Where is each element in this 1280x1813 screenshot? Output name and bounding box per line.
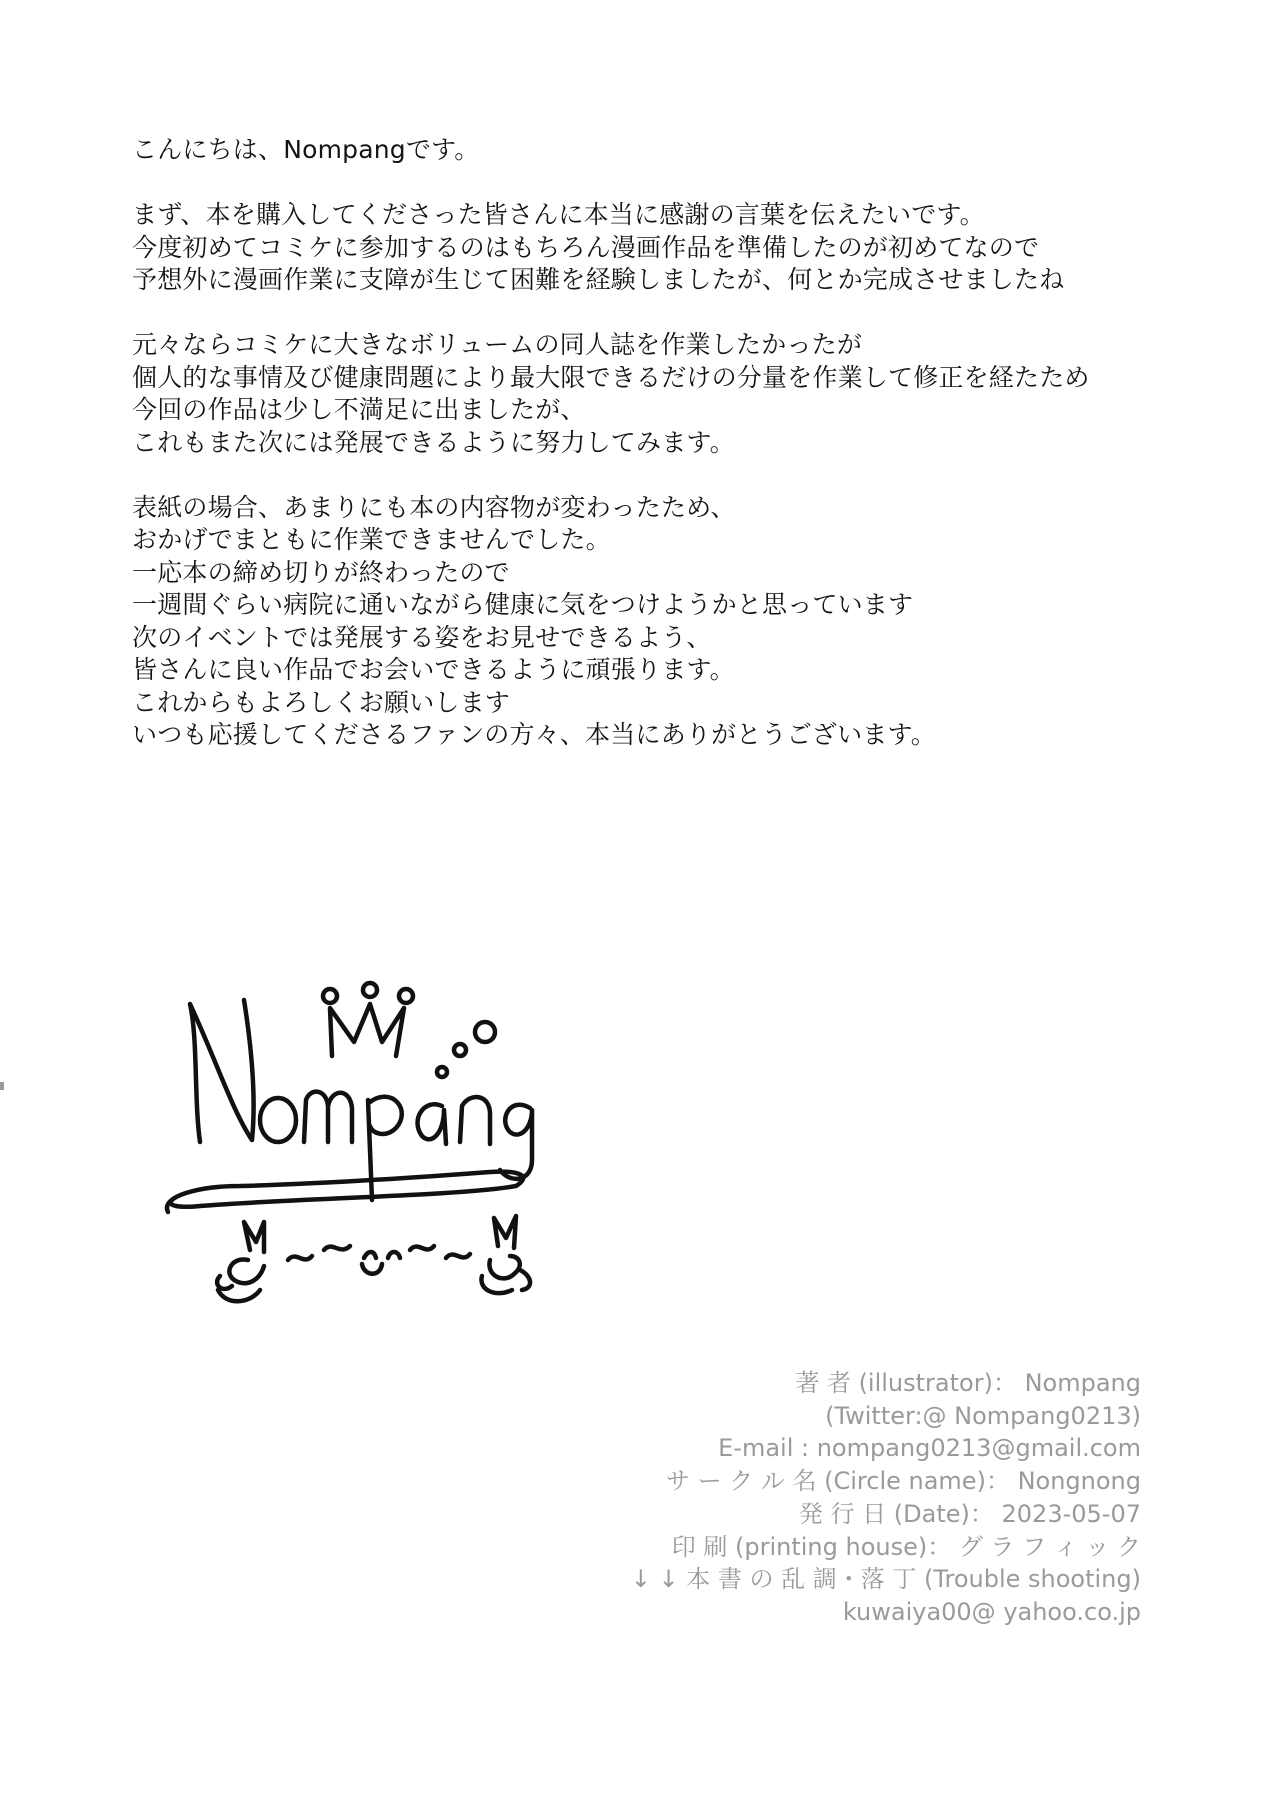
letter-line: 皆さんに良い作品でお会いできるように頑張ります。	[132, 655, 735, 684]
crown-icon	[323, 983, 413, 1056]
signature-icon	[160, 960, 580, 1320]
colophon-twitter: (Twitter:@ Nompang0213)	[825, 1401, 1141, 1430]
bubble-dots-icon	[437, 1022, 495, 1077]
bunny-right-icon	[481, 1216, 530, 1293]
letter-paragraph-thanks	[132, 199, 1212, 297]
doodle-face-icon	[288, 1246, 470, 1274]
signature-letter-o	[260, 1098, 296, 1142]
letter-line: 一応本の締め切りが終わったので	[132, 557, 510, 587]
letter-line: こんにちは、Nompangです。	[132, 135, 480, 164]
letter-line: おかげでまともに作業できませんでした。	[132, 525, 611, 554]
signature-letter-a	[418, 1104, 446, 1144]
letter-line: 予想外に漫画作業に支障が生じて困難を経験しましたが、何とか完成させましたね	[132, 265, 1065, 294]
colophon-block	[441, 1367, 1141, 1629]
letter-line: 個人的な事情及び健康問題により最大限できるだけの分量を作業して修正を経たため	[132, 362, 1090, 392]
letter-line: 次のイベントでは発展する姿をお見せできるよう、	[132, 622, 712, 652]
letter-line: 一週間ぐらい病院に通いながら健康に気をつけようかと思っています	[132, 590, 914, 619]
colophon-email: E-mail : nompang0213@gmail.com	[718, 1434, 1141, 1463]
letter-line: これもまた次には発展できるように努力してみます。	[132, 427, 735, 457]
colophon-trouble: ↓ ↓ 本 書 の 乱 調・落 丁 (Trouble shooting)	[630, 1565, 1141, 1594]
afterword-letter	[132, 134, 1212, 784]
colophon-contact: kuwaiya00@ yahoo.co.jp	[842, 1597, 1141, 1626]
letter-line: まず、本を購入してくださった皆さんに本当に感謝の言葉を伝えたいです。	[132, 200, 985, 229]
colophon-circle: サ ー ク ル 名 (Circle name)： Nongnong	[665, 1467, 1141, 1496]
letter-line: 表紙の場合、あまりにも本の内容物が変わったため、	[132, 492, 736, 522]
scan-edge-mark	[0, 1082, 4, 1090]
colophon-date: 発 行 日 (Date)： 2023-05-07	[798, 1499, 1141, 1528]
colophon-author: 著 者 (illustrator)： Nompang	[795, 1369, 1141, 1397]
bunny-left-icon	[217, 1222, 264, 1301]
letter-paragraph-greeting	[132, 134, 1212, 167]
signature-underline	[167, 1172, 523, 1212]
signature-letter-n2	[460, 1097, 490, 1144]
letter-line: これからもよろしくお願いします	[132, 687, 511, 717]
signature-letter-m	[304, 1092, 352, 1142]
signature-letter-n	[190, 1000, 254, 1142]
letter-paragraph-volume	[132, 329, 1212, 459]
colophon-printer: 印 刷 (printing house)： グ ラ フ ィ ッ ク	[671, 1532, 1141, 1561]
letter-line: いつも応援してくださるファンの方々、本当にありがとうございます。	[132, 720, 936, 749]
letter-line: 元々ならコミケに大きなボリュームの同人誌を作業したかったが	[132, 330, 863, 359]
signature-letter-g	[500, 1105, 532, 1179]
letter-line: 今度初めてコミケに参加するのはもちろん漫画作品を準備したのが初めてなので	[132, 232, 1040, 262]
letter-line: 今回の作品は少し不満足に出ましたが、	[132, 395, 586, 424]
signature-letter-p	[368, 1097, 402, 1200]
letter-paragraph-cover	[132, 492, 1212, 752]
